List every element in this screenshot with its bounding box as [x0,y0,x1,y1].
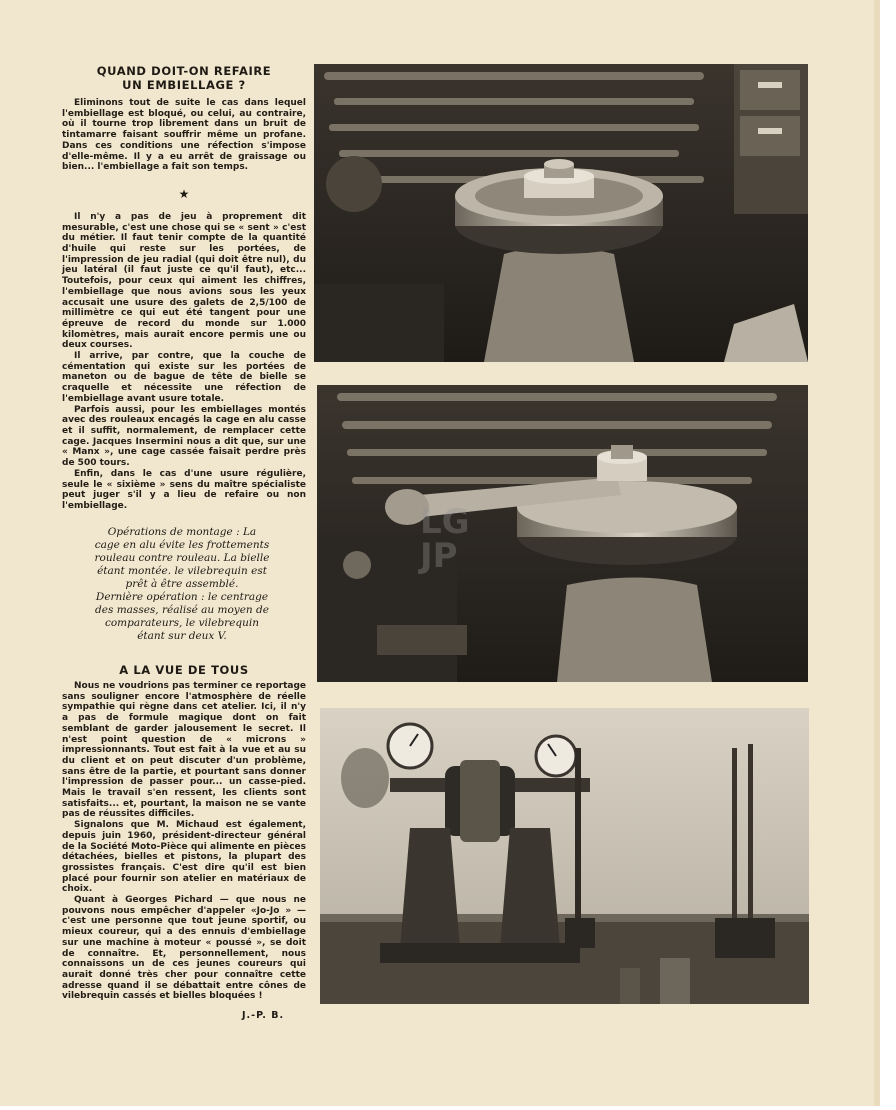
paragraph: Il arrive, par contre, que la couche de cémentation qui existe sur les portées de maneton ou de bague de tête de bielle se craquelle et nécessite une réfection de l'embiellage avant usure totale. [62,351,306,404]
section-in-full-view [62,663,306,1021]
paragraph: Signalons que M. Michaud est également, depuis juin 1960, président-directeur général de la Société Moto-Pièce qui alimente en pièces détachées, bielles et pistons, la plupart des grossistes français. C'est dire qu'il est bien placé pour fournir son atelier en matériaux de choix. [62,820,306,895]
watermark-line: JP [420,536,458,576]
caption-line: étant sur deux V. [137,630,227,642]
caption-line: Dernière opération : le centrage [95,591,269,603]
paragraph: Quant à Georges Pichard — que nous ne pouvons nous empêcher d'appeler «Jo-Jo » — c'est une personne que tout jeune sportif, ou mieux coureur, qui a des ennuis d'embiellage sur une machine à moteur « poussé », se doit de connaître. Et, personnellement, nous connaissons un de ces jeunes coureurs qui aurait donné très cher pour connaître cette adresse quand il se débattait entre cônes de vilebrequin cassés et bielles bloquées ! [62,895,306,1002]
author-signature: J.-P. B. [242,1010,285,1022]
paragraph: Eliminons tout de suite le cas dans lequel l'embiellage est bloqué, ou celui, au contraire, où il tourne trop librement dans un bruit de tintamarre faisant souffrir même un profane. Dans ces conditions une réfection s'impose d'elle-même. Il y a eu arrêt de graissage ou bien... l'embiellage a fait son temps. [62,98,306,173]
photo-crankshaft-assembly [317,385,808,682]
paragraph: Il n'y a pas de jeu à proprement dit mesurable, c'est une chose qui se « sent » c'est du métier. Il faut tenir compte de la quantité d'huile qui reste sur les portées, de l'impression de jeu radial (qui doit être nul), du jeu latéral (il faut juste ce qu'il faut), etc... Toutefois, pour ceux qui aiment les chiffres, l'embiellage que nous avions sous les yeux accusait une usure des galets de 2,5/100 de millimètre ce qui eut été tangent pour une épreuve de record du monde sur 1.000 kilomètres, mais aurait encore permis une ou deux courses. [62,211,306,351]
caption-line: Opérations de montage : La [107,526,257,538]
section-when-to-rebuild [62,64,306,512]
title-line-2: UN EMBIELLAGE ? [122,78,246,92]
caption-line: prêt à être assemblé. [125,578,239,590]
photo-centering-gauges [320,708,809,1004]
paragraph: Enfin, dans le cas d'une usure régulière, seule le « sixième » sens du maître spécialiste peut juger s'il y a lieu de refaire ou non l'embiellage. [62,468,306,511]
section-title [62,64,306,92]
star-separator: ★ [178,186,190,201]
paragraph: Nous ne voudrions pas terminer ce reportage sans souligner encore l'atmosphère de réelle sympathie qui règne dans cet atelier. Ici, il n'y a pas de formule magique dont on fait semblant de garder jalousement le secret. Il n'est point question de « microns » impressionnants. Tout est fait à la vue et au su du client et on peut discuter d'un problème, sans être de la partie, et pourtant sans donner l'impression de passer pour... un casse-pied. Mais le travail s'en ressent, les clients sont satisfaits... et, pourtant, la maison ne se vante pas de réussites difficiles. [62,681,306,820]
caption-line: cage en alu évite les frottements [94,539,270,551]
section-title: A LA VUE DE TOUS [119,663,249,677]
title-line-1: QUAND DOIT-ON REFAIRE [96,64,272,78]
watermark-line: LG [420,502,470,542]
caption-line: rouleau contre rouleau. La bielle [94,552,270,564]
caption-line: comparateurs, le vilebrequin [104,617,260,629]
caption-line: des masses, réalisé au moyen de [95,604,269,616]
photo-roller-cage [314,64,808,362]
photo-caption [76,526,288,643]
caption-line: étant montée. le vilebrequin est [97,565,267,577]
watermark-logo [420,502,530,605]
paragraph: Parfois aussi, pour les embiellages montés avec des rouleaux encagés la cage en alu casse et il suffit, normalement, de remplacer cette cage. Jacques Insermini nous a dit que, sur une « Manx », une cage cassée faisait perdre près de 500 tours. [62,404,306,469]
